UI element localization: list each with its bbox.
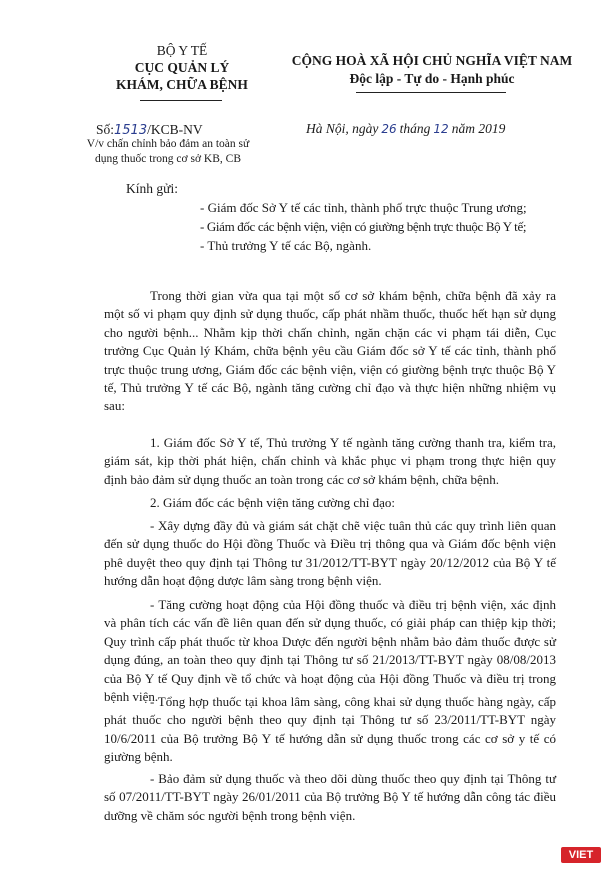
date-year: năm 2019 (451, 121, 506, 136)
bullet-3-paragraph (104, 693, 556, 767)
issue-date (306, 121, 505, 137)
bullet-3-text: - Tổng hợp thuốc tại khoa lâm sàng, công khai sử dụng thuốc hàng ngày, cấp phát thuốc cho người bệnh theo quy định tại Thông tư số 23/2011/TT-BYT ngày 10/6/2011 của Bộ trưởng Bộ Y tế hướng dẫn sử dụng thuốc trong các cơ sở y tế có giường bệnh. (104, 694, 556, 765)
subject-line-1: V/v chấn chỉnh bảo đảm an toàn sử (86, 138, 250, 150)
number-suffix: /KCB-NV (147, 122, 203, 137)
national-motto: Độc lập - Tự do - Hạnh phúc (349, 71, 515, 86)
subject-line-2: dụng thuốc trong cơ sở KB, CB (94, 153, 241, 165)
bullet-2-text: - Tăng cường hoạt động của Hội đồng thuốc và điều trị bệnh viện, xác định và phân tích các vấn đề liên quan đến sử dụng thuốc, có giải pháp can thiệp kịp thời; Quy trình cấp phát thuốc từ khoa Dược đến người bệnh nhằm bảo đảm thuốc được sử dụng đúng, an toàn theo quy định tại Thông tư số 21/2013/TT-BYT ngày 08/08/2013 của Bộ Y tế Quy định về tổ chức và hoạt động của Hội đồng Thuốc và điều trị trong bệnh viện. (104, 597, 556, 705)
document-number (96, 122, 203, 138)
bullet-4-paragraph (104, 770, 556, 825)
greeting: Kính gửi: (126, 181, 178, 196)
department-line-2: KHÁM, CHỮA BỆNH (116, 77, 248, 92)
date-place: Hà Nội, ngày (306, 121, 379, 136)
date-day-handwritten: 26 (381, 122, 397, 136)
bullet-1-text: - Xây dựng đầy đủ và giám sát chặt chẽ việc tuân thủ các quy trình liên quan đến sử dụng thuốc do Hội đồng Thuốc và Điều trị thông qua và Giám đốc bệnh viện phê duyệt theo quy định tại Thông tư 31/2012/TT-BYT ngày 20/12/2012 của Bộ Y tế hướng dẫn hoạt động dược lâm sàng trong bệnh viện. (104, 518, 556, 589)
watermark-logo: VIET (561, 847, 601, 863)
bullet-1-paragraph (104, 517, 556, 591)
issuer-block (92, 42, 272, 93)
date-month-handwritten: 12 (433, 122, 449, 136)
number-prefix: Số: (96, 122, 115, 137)
recipient-3: - Thủ trưởng Y tế các Bộ, ngành. (200, 238, 372, 253)
country-name: CỘNG HOÀ XÃ HỘI CHỦ NGHĨA VIỆT NAM (291, 53, 573, 68)
motto-underline (356, 92, 506, 93)
item-1-text: 1. Giám đốc Sở Y tế, Thủ trưởng Y tế ngành tăng cường thanh tra, kiểm tra, giám sát, kịp thời phát hiện, chấn chỉnh và khắc phục vi phạm trong thực hiện quy định bảo đảm sử dụng thuốc an toàn trong các cơ sở khám bệnh, chữa bệnh. (104, 435, 556, 487)
item-2-heading (104, 494, 556, 512)
bullet-2-paragraph (104, 596, 556, 706)
intro-paragraph (104, 287, 556, 416)
subject-block (60, 137, 276, 167)
recipient-2: - Giám đốc các bệnh viện, viện có giường bệnh trực thuộc Bộ Y tế; (200, 219, 527, 234)
ministry-name: BỘ Y TẾ (156, 43, 208, 58)
issuer-underline (140, 100, 222, 101)
intro-text: Trong thời gian vừa qua tại một số cơ sở khám bệnh, chữa bệnh đã xảy ra một số vi phạm quy định sử dụng thuốc, cấp phát nhầm thuốc, thuốc hết hạn sử dụng cho người bệnh... Nhằm kịp thời chấn chỉnh, ngăn chặn các vi phạm tái diễn, Cục trưởng Cục Quản lý Khám, chữa bệnh yêu cầu Giám đốc sở Y tế các tỉnh, thành phố trực thuộc trung ương, Giám đốc các bệnh viện, viện có giường bệnh trực thuộc Bộ Y tế, Thủ trưởng Y tế các Bộ, ngành tăng cường chỉ đạo và thực hiện những nhiệm vụ sau: (104, 288, 556, 414)
department-line-1: CỤC QUẢN LÝ (134, 60, 230, 75)
bullet-4-text: - Bảo đảm sử dụng thuốc và theo dõi dùng thuốc theo quy định tại Thông tư số 07/2011/TT-BYT ngày 26/01/2011 của Bộ trưởng Bộ Y tế hướng dẫn công tác điều dưỡng về chăm sóc người bệnh trong bệnh viện. (104, 771, 556, 823)
number-handwritten: 1513 (114, 123, 148, 138)
national-heading (272, 52, 592, 88)
date-month-label: tháng (399, 121, 431, 136)
item-1-paragraph (104, 434, 556, 489)
item-2-text: 2. Giám đốc các bệnh viện tăng cường chỉ đạo: (150, 495, 395, 510)
recipient-1: - Giám đốc Sở Y tế các tỉnh, thành phố trực thuộc Trung ương; (200, 200, 527, 215)
